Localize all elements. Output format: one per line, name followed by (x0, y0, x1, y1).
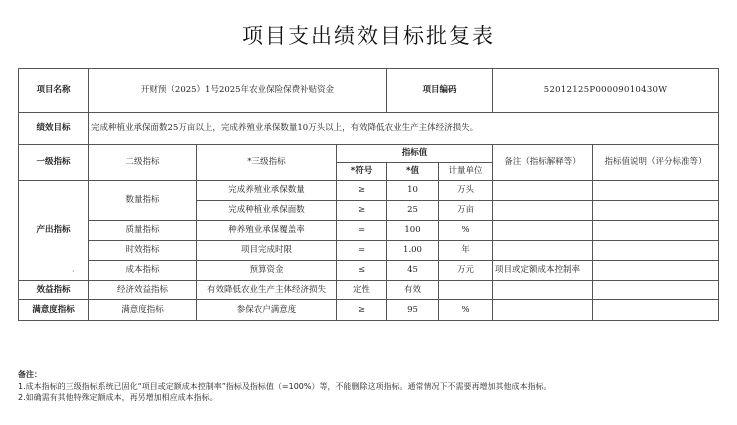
header-unit: 计量单位 (439, 163, 493, 181)
notes-line-1: 1.成本指标的三级指标系统已固化“项目或定额成本控制率”指标及指标值（=100%）等，不能删除这项指标。通常情况下不需要再增加其他成本指标。 (18, 381, 552, 391)
level1-satisfaction: 满意度指标 (19, 300, 89, 321)
remark-cell: 项目或定额成本控制率 (493, 261, 593, 281)
table-row (19, 241, 719, 261)
header-value-group: 指标值 (337, 145, 493, 163)
desc-cell (593, 221, 719, 241)
unit-cell: 年 (439, 241, 493, 261)
symbol-cell: ≥ (337, 181, 387, 201)
symbol-cell: 定性 (337, 281, 387, 300)
unit-cell: 万元 (439, 261, 493, 281)
value-cell: 1.00 (387, 241, 439, 261)
goal-text: 完成种植业承保面数25万亩以上，完成养殖业承保数量10万头以上，有效降低农业生产主体经济损失。 (89, 113, 719, 145)
value-cell: 25 (387, 201, 439, 221)
level1-benefit: 效益指标 (19, 281, 89, 300)
header-row-1 (19, 145, 719, 163)
level3-cell: 完成养殖业承保数量 (197, 181, 337, 201)
approval-form-table (18, 68, 719, 321)
stray-mark: · (72, 267, 75, 276)
symbol-cell: ≤ (337, 261, 387, 281)
value-cell: 95 (387, 300, 439, 321)
remark-cell (493, 281, 593, 300)
value-cell: 10 (387, 181, 439, 201)
project-code-value: 52012125P00009010430W (493, 69, 719, 113)
remark-cell (493, 221, 593, 241)
level3-cell: 参保农户满意度 (197, 300, 337, 321)
goal-label: 绩效目标 (19, 113, 89, 145)
project-name-value: 开财预（2025）1号2025年农业保险保费补贴资金 (89, 69, 387, 113)
header-level1: 一级指标 (19, 145, 89, 181)
value-cell: 45 (387, 261, 439, 281)
unit-cell: % (439, 300, 493, 321)
desc-cell (593, 300, 719, 321)
level1-output: 产出指标 (19, 181, 89, 281)
header-level2: 二级指标 (89, 145, 197, 181)
remark-cell (493, 241, 593, 261)
level3-cell: 有效降低农业生产主体经济损失 (197, 281, 337, 300)
desc-cell (593, 241, 719, 261)
table-row (19, 281, 719, 300)
unit-cell: % (439, 221, 493, 241)
unit-cell (439, 281, 493, 300)
header-value: *值 (387, 163, 439, 181)
table-row (19, 221, 719, 241)
unit-cell: 万亩 (439, 201, 493, 221)
level3-cell: 种养殖业承保覆盖率 (197, 221, 337, 241)
header-level3: *三级指标 (197, 145, 337, 181)
level2-quantity: 数量指标 (89, 181, 197, 221)
header-symbol: *符号 (337, 163, 387, 181)
table-row (19, 181, 719, 201)
project-row (19, 69, 719, 113)
desc-cell (593, 201, 719, 221)
notes-section (18, 369, 718, 404)
goal-row (19, 113, 719, 145)
desc-cell (593, 181, 719, 201)
desc-cell (593, 261, 719, 281)
unit-cell: 万头 (439, 181, 493, 201)
project-name-label: 项目名称 (19, 69, 89, 113)
value-cell: 100 (387, 221, 439, 241)
symbol-cell: ≥ (337, 300, 387, 321)
desc-cell (593, 281, 719, 300)
level2-cost: 成本指标 (89, 261, 197, 281)
level3-cell: 预算资金 (197, 261, 337, 281)
header-desc: 指标值说明（评分标准等） (593, 145, 719, 181)
level3-cell: 完成种植业承保面数 (197, 201, 337, 221)
level3-cell: 项目完成时限 (197, 241, 337, 261)
level2-quality: 质量指标 (89, 221, 197, 241)
level2-economic: 经济效益指标 (89, 281, 197, 300)
table-row (19, 300, 719, 321)
project-code-label: 项目编码 (387, 69, 493, 113)
remark-cell (493, 300, 593, 321)
symbol-cell: = (337, 241, 387, 261)
level2-timeliness: 时效指标 (89, 241, 197, 261)
remark-cell (493, 181, 593, 201)
level2-satisfaction: 满意度指标 (89, 300, 197, 321)
remark-cell (493, 201, 593, 221)
symbol-cell: = (337, 221, 387, 241)
page-title: 项目支出绩效目标批复表 (242, 24, 495, 48)
value-cell: 有效 (387, 281, 439, 300)
notes-line-2: 2.如确需有其他特殊定额成本，再另增加相应成本指标。 (18, 393, 218, 402)
symbol-cell: ≥ (337, 201, 387, 221)
table-row (19, 261, 719, 281)
notes-heading: 备注： (18, 370, 42, 379)
header-remark: 备注（指标解释等） (493, 145, 593, 181)
